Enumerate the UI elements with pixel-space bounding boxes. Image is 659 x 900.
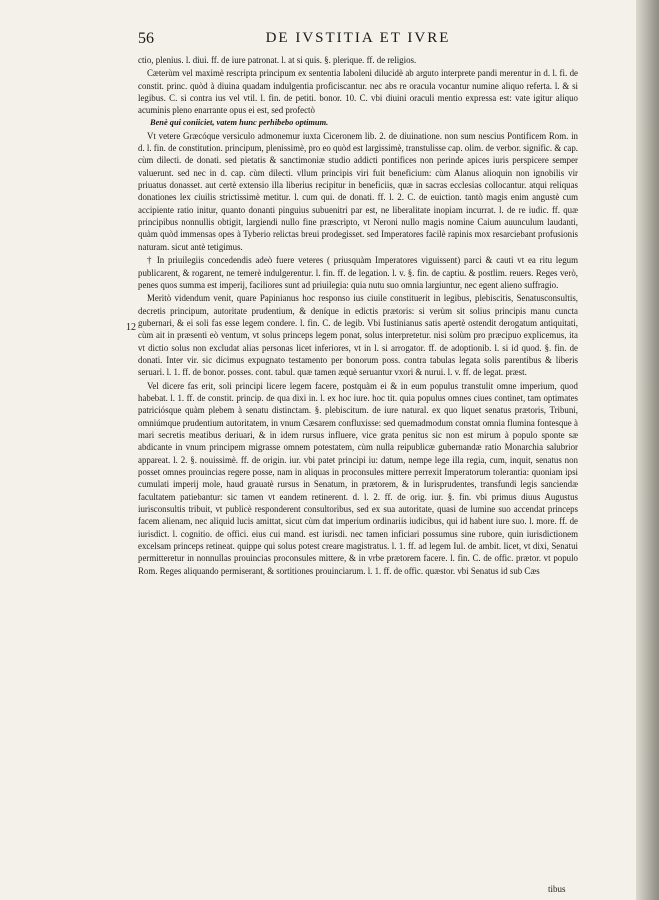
paragraph: ctio, plenius. l. diui. ff. de iure patronat. l. at si quis. §. plerique. ff. de religios.	[138, 55, 417, 65]
quoted-verse: Benè qui coniiciet, vatem hunc perhibebo optimum.	[150, 117, 329, 127]
page-edge-shadow	[636, 0, 659, 900]
catchword: tibus	[548, 884, 566, 894]
paragraph: Vt vetere Græcóque versiculo admonemur iuxta Ciceronem lib. 2. de diuinatione. non sum nescius Pontificem Rom. in d. l. fin. de constitution. principum, plenissimè, pro eo quòd est largissimè, transtulisse cap. olim. de verbor. signific. & cap. cùm dilecti. de donati. sed pietatis & sanctimoniæ studio addicti pontifices non perinde apices iuris perspicere semper valuerunt. sed nec in d. cap. cùm dilecti. vllum principis viri fuit beneficium: cùm Alanus alioquin non ignobilis vir priuatus donasset. aut certè extensio illa liberius recipitur in beneficiis, quæ in sacras ecclesias collocantur. atqui reliquas donationes lex ciuilis strictissimè metitur. l. cum qui. de donati. ff. l. 2. C. de euiction. tantò magis enim angustè cum accipiente ratio initur, quanto donanti pinguius subuenitri par est, ne liberalitate inopiam incurrat. l. de re iudic. ff. quæ principibus nonnullis obtigit, largiendi nullo fine præscripto, vt Neroni nullo magis nomine Caium auunculum laudanti, quàm quòd immensas opes à Tyberio relictas breui prodegisset. sed Imperatores facilè rapinis mox resarciebant profusionis naturam. sicut antè tetigimus.	[138, 130, 578, 252]
page-header	[138, 30, 578, 52]
paragraph: Vel dicere fas erit, soli principi licere legem facere, postquàm ei & in eum populus transtulit omne imperium, quod habebat. l. 1. ff. de constit. princip. de qua dixi in. l. ex hoc iure. hoc tit. quia populus omnes ciues continet, tam optimates patriciósque quàm plebem à senatu distinctam. §. plebiscitum. de iure natural. ex quo liquet senatus prætoris, Tribuni, omniúmque prudentium autoritatem, in vnum Cæsarem confluxisse: sed quemadmodum constat omnia flumina fontesque à mari secretis meatibus deriuari, & in idem rursus influere, vice grata penitus sic non est mirum à populo sponte sæ abdicante in vnum principem migrasse omnem potestatem, cùm nulla reipublicæ gubernandæ ratio Monarchia salubrior appareat. l. 2. §. nouissimè. ff. de origin. iur. vbi patet principi iu: datum, nempe lege illa regia, cum, inquit, senatus non posset omnes prouincias regere posse, nam in aliquas in proconsules mittere perrexit Imperatorum tolerantia: quoniam ipsi cumulati imperij mole, haud grauatè rursus in Senatum, in prætorem, & in Iurisprudentes, transfundi legis sanciendæ facultatem patiebantur: sic tamen vt eandem retinerent. d. l. 2. ff. de orig. iur. §. fin. vbi primus diuus Augustus iurisconsultis tribuit, vt publicè responderent consultoribus, sed ex sua autoritate, quasi de lumine suo accendat princeps facem alienam, nec aliquid lucis amittat, sicut cùm dat imperium ordinariis iudicibus, qui id habent iure suo. l. more. ff. de iurisdict. l. cognitio. de offici. eius cui mand. est iurisdi. nec tamen inficiari possumus sine rubore, quin iurisdictionem excelsam princeps retineat. quippe qui solus potest creare magistratus. l. 1. ff. ad legem Iul. de ambit. licet, vt dixi, Senatui permitteretur in nonnullas prouincias proconsules mittere, & in vrbe prætorem facere. l. fin. C. de offic. prætor. vt populo Rom. Reges aliquando permiserant, & sortitiones prouinciarum. l. 1. ff. de offic. quæstor. vbi Senatus id sub Cæs	[138, 380, 578, 576]
paragraph: Meritò videndum venit, quare Papinianus hoc responso ius ciuile constituerit in legibus, plebiscitis, Senatusconsultis, decretis principum, autoritate prudentium, & deníque in edictis prætoris: si verùm sit solius principis manu cuncta gubernari, & ei soli fas esse legem condere. l. fin. C. de legib. Vbi Iustinianus satis apertè ostendit derogatum antiquitati, cùm ait in præsenti eò ventum, vt solus princeps legem ponat, solus interpretetur. nisi solùm pro præcipuo explicemus, ita vt dictio solus non excludat alias personas licet inferiores, vt in l. si arrogator. ff. de adoptionib. l. si id quod. §. fin. de donati. Inter vir. sic dicimus expugnato testamento per bonorum poss. contra tabulas legata solis parentibus & liberis seruari. l. 1. ff. de bonor. posses. cont. tabul. quæ tamen æquè seruantur vxori & nurui. l. v. ff. de legat. præst.	[138, 293, 578, 378]
running-head: DE IVSTITIA ET IVRE	[265, 30, 451, 46]
paragraph: † In priuilegiis concedendis adeò fuere veteres ( priusquàm Imperatores viguissent) parci & cauti vt ea ritu legum publicarent, & rogarent, ne temerè indulgerentur. l. fin. ff. de legation. l. v. §. fin. de captiu. & postlim. reuers. Reges verò, penes quos summa est imperij, faciliores sunt ad priuilegia: quia nutu suo omnia largiuntur, nec egent alieno suffragio.	[138, 255, 578, 290]
text-body	[138, 54, 578, 577]
page-number: 56	[138, 30, 154, 47]
paragraph: Cæterùm vel maximè rescripta principum ex sententia Iaboleni dilucidè ab arguto interprete pandi merentur in d. l. fi. de constit. princ. quòd à diuina quadam indulgentia proficiscantur. nec abs re oracula vocantur numine aliquo referta. l. & si legibus. C. si contra ius vel vtil. l. fin. de petiti. bonor. 10. C. vbi diuini oraculi mentio expressa est: vate igitur aliquo acuminis pleno enarrante opus ei est, sed profectò	[138, 68, 578, 116]
margin-note-number: 12	[126, 322, 136, 333]
